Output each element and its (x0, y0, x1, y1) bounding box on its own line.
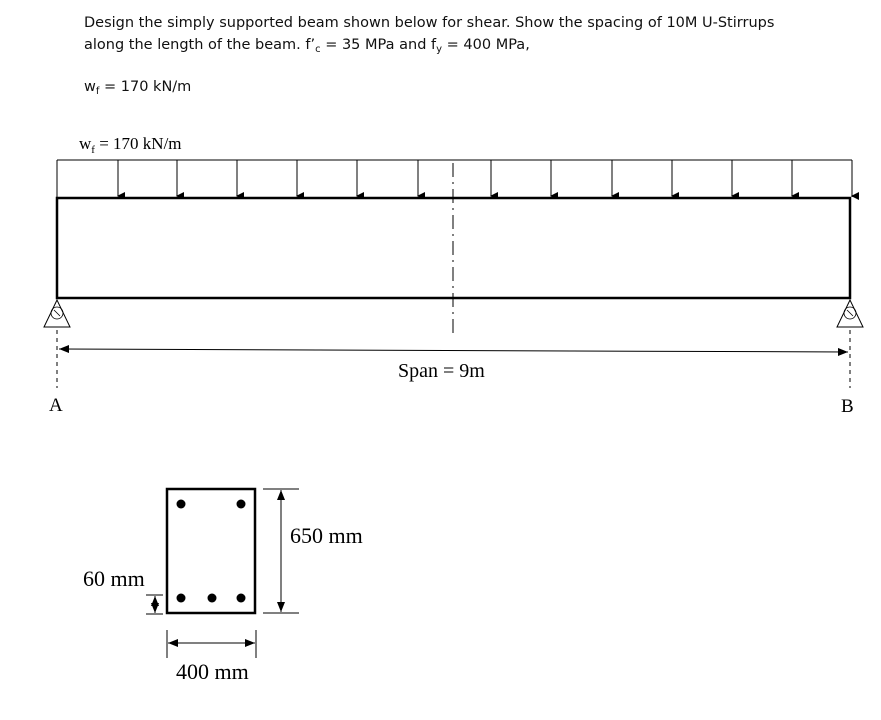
bottom-rebar (208, 594, 217, 603)
problem-line-2-end: = 400 MPa, (442, 37, 530, 53)
top-rebar (237, 500, 246, 509)
load-label-symbol: w (79, 134, 92, 153)
bottom-rebar (177, 594, 186, 603)
support-b-label: B (841, 396, 854, 417)
support-a-pin (44, 300, 70, 327)
span-label: Span = 9m (398, 360, 485, 382)
support-b-pin (837, 300, 863, 327)
problem-line-2-start: along the length of the beam. f’ (84, 37, 316, 53)
problem-line-2-middle: = 35 MPa and f (320, 37, 437, 53)
distributed-load-label (79, 134, 182, 156)
load-note-symbol: w (84, 79, 96, 95)
support-a-label: A (49, 395, 63, 416)
top-rebar (177, 500, 186, 509)
load-arrows (118, 160, 852, 196)
fc-subscript: c (315, 44, 321, 55)
load-label-subscript: f (91, 144, 95, 156)
load-label-value: = 170 kN/m (94, 134, 182, 153)
width-label: 400 mm (176, 659, 249, 684)
load-note-value: = 170 kN/m (99, 79, 192, 95)
span-dimension-line (59, 349, 848, 352)
bottom-rebar (237, 594, 246, 603)
problem-line-1: Design the simply supported beam shown below for shear. Show the spacing of 10M U-Stirrups (84, 15, 775, 31)
fy-subscript: y (436, 44, 443, 55)
height-label: 650 mm (290, 523, 363, 548)
load-note-subscript: f (95, 86, 100, 97)
cover-label: 60 mm (83, 566, 145, 591)
